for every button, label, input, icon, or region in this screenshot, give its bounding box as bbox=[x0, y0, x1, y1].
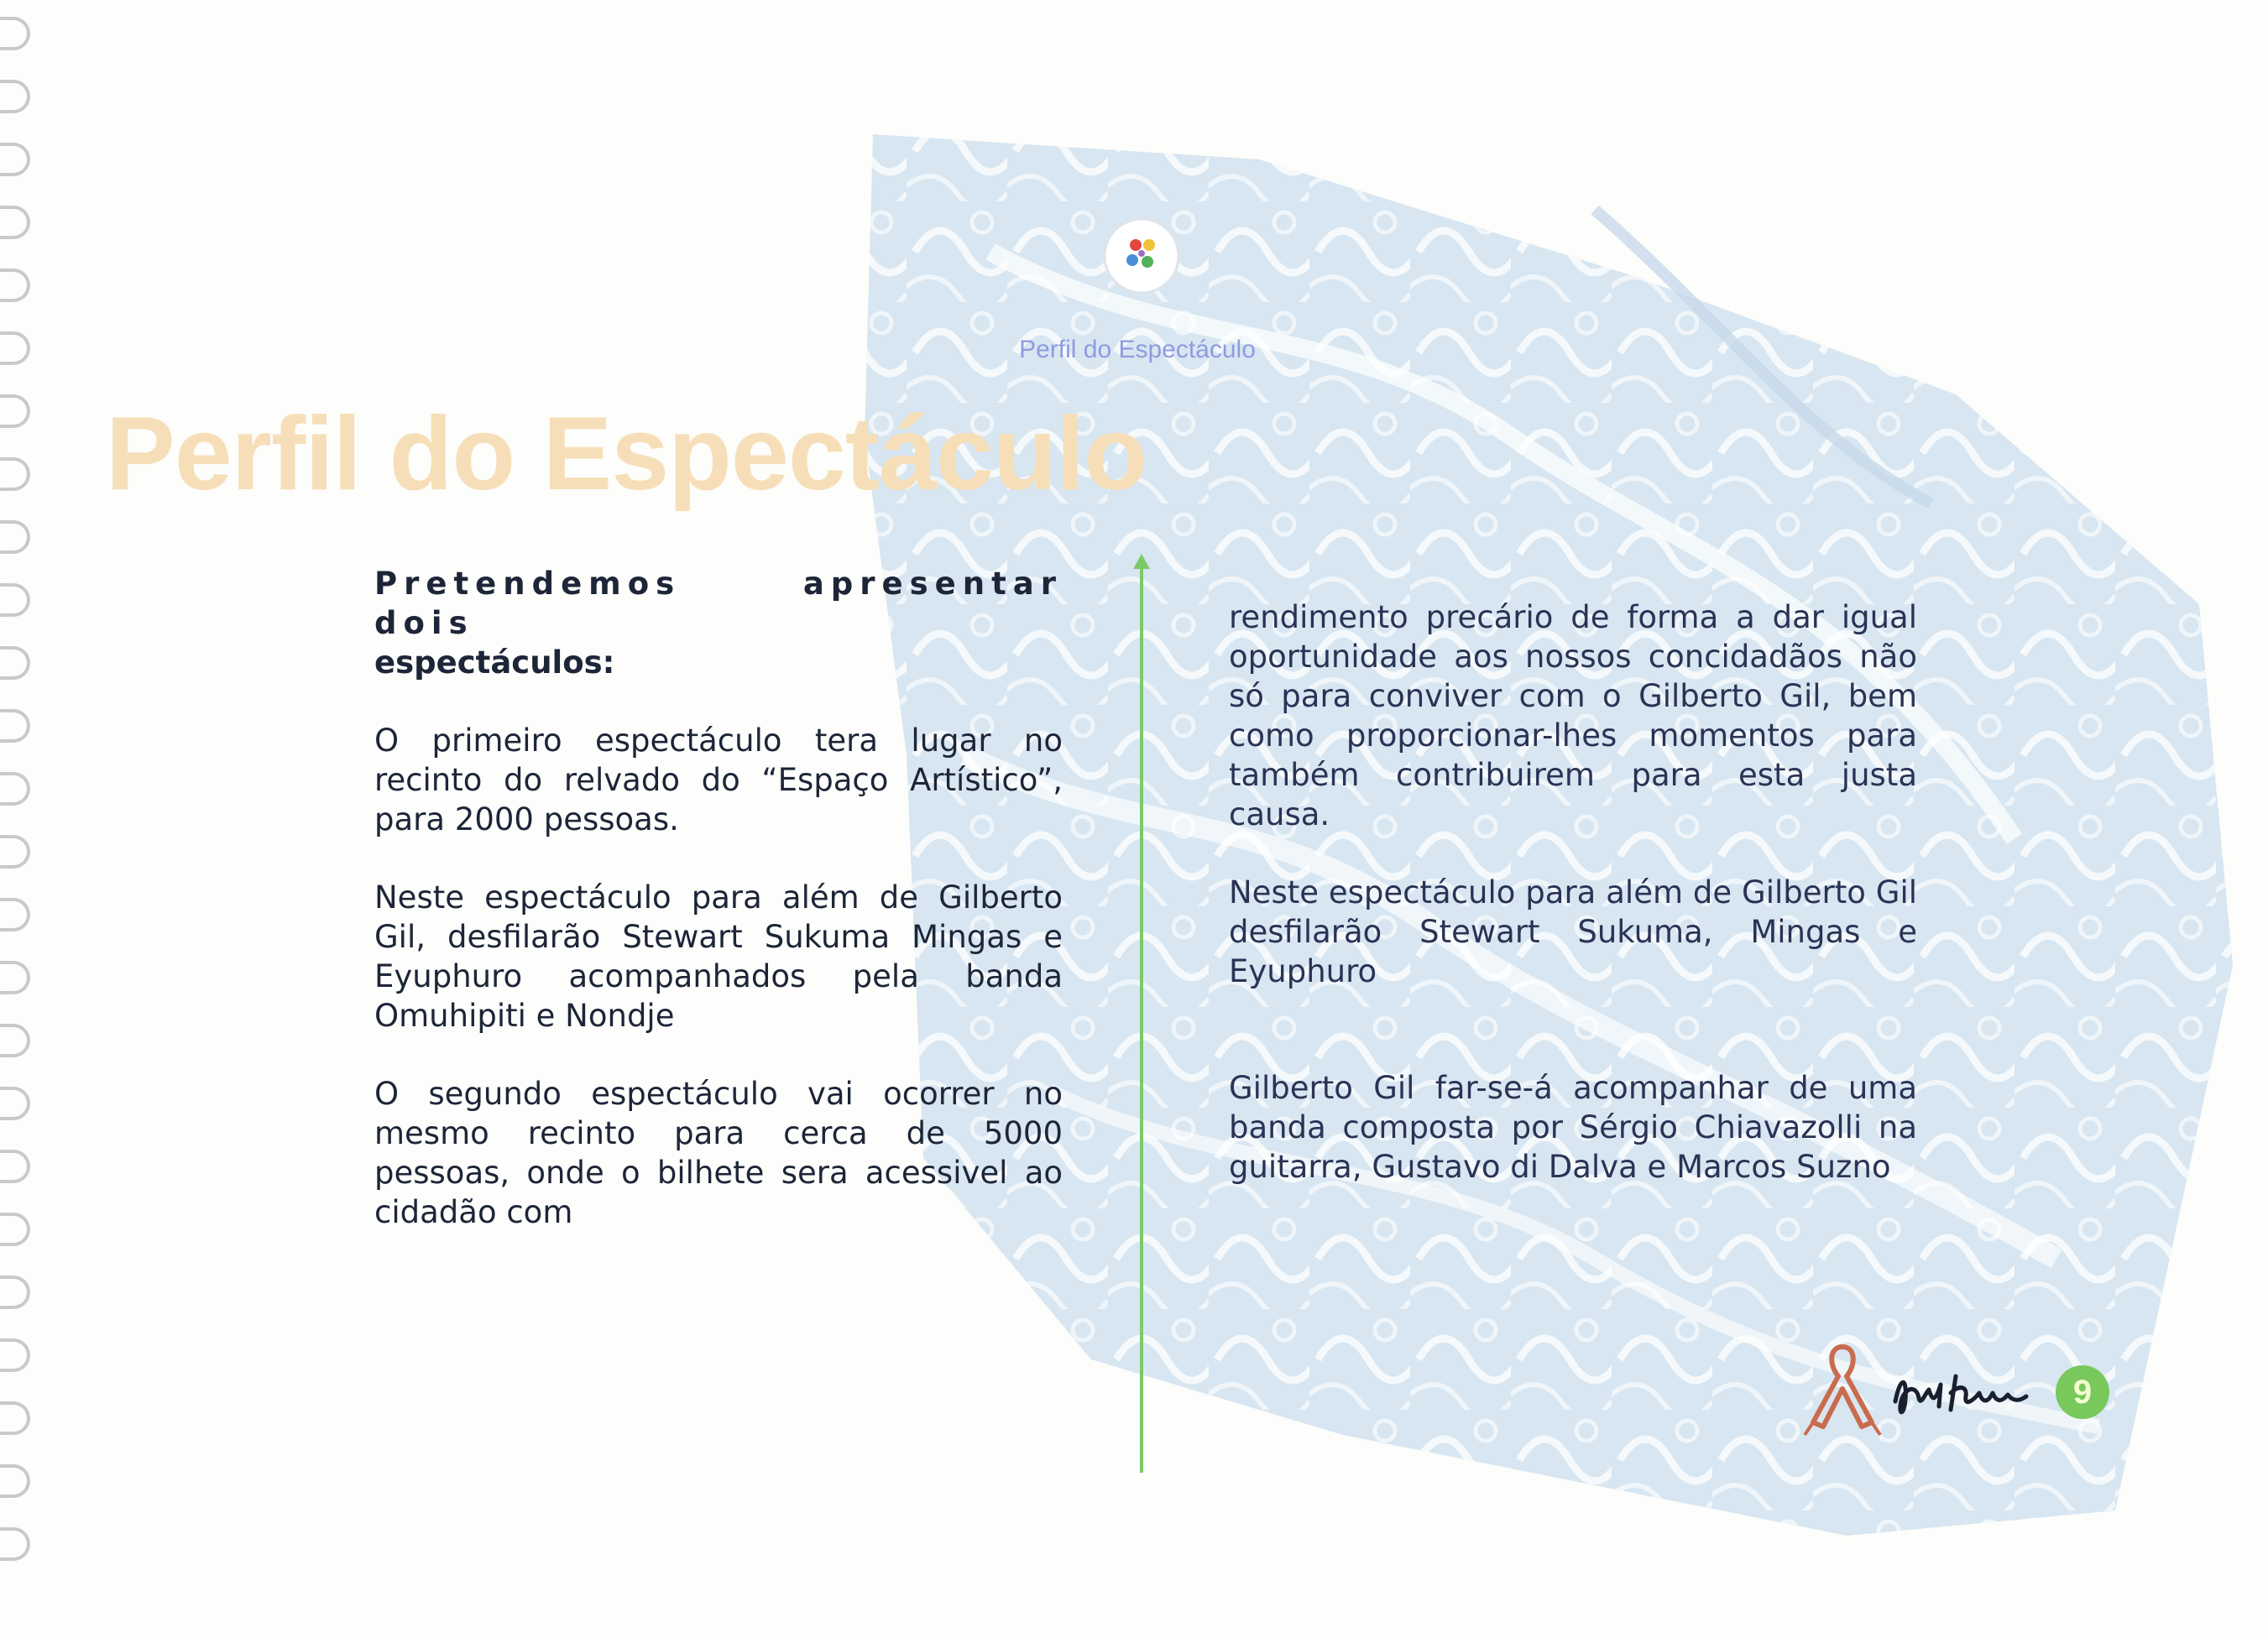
lead-heading: Pretendemos apresentar dois bbox=[374, 566, 1063, 641]
paragraph: Neste espectáculo para além de Gilberto Gil, desfilarão Stewart Sukuma Mingas e Eyuphuro acompanhados pela banda Omuhipiti e Nondje bbox=[374, 879, 1063, 1034]
running-head: Perfil do Espectáculo bbox=[1019, 336, 1256, 363]
paragraph: rendimento precário de forma a dar igual oportunidade aos nossos concidadãos não só para conviver com o Gilberto Gil, bem como proporcionar-lhes momentos para também contribuirem para esta justa causa. bbox=[1229, 599, 1917, 832]
page-title: Perfil do Espectáculo bbox=[106, 396, 1147, 512]
page-number-badge: 9 bbox=[2056, 1365, 2109, 1419]
lead-heading-continued: espectáculos: bbox=[374, 644, 615, 681]
right-column bbox=[1229, 597, 1917, 1225]
paragraph: Neste espectáculo para além de Gilberto Gil desfilarão Stewart Sukuma, Mingas e Eyuphuro bbox=[1229, 874, 1917, 989]
column-divider-arrow bbox=[1129, 554, 1154, 1477]
emblem-logo bbox=[1102, 217, 1182, 296]
awareness-ribbon-icon bbox=[1796, 1338, 1889, 1439]
paragraph: Gilberto Gil far-se-á acompanhar de uma banda composta por Sérgio Chiavazolli na guitarra, Gustavo di Dalva e Marcos Suzno bbox=[1229, 1070, 1917, 1185]
signature bbox=[1889, 1359, 2056, 1427]
paragraph: O segundo espectáculo vai ocorrer no mesmo recinto para cerca de 5000 pessoas, onde o bilhete sera acessivel ao cidadão com bbox=[374, 1076, 1063, 1230]
paragraph: O primeiro espectáculo tera lugar no recinto do relvado do “Espaço Artístico”, para 2000 pessoas. bbox=[374, 723, 1063, 837]
left-column bbox=[374, 564, 1063, 1270]
